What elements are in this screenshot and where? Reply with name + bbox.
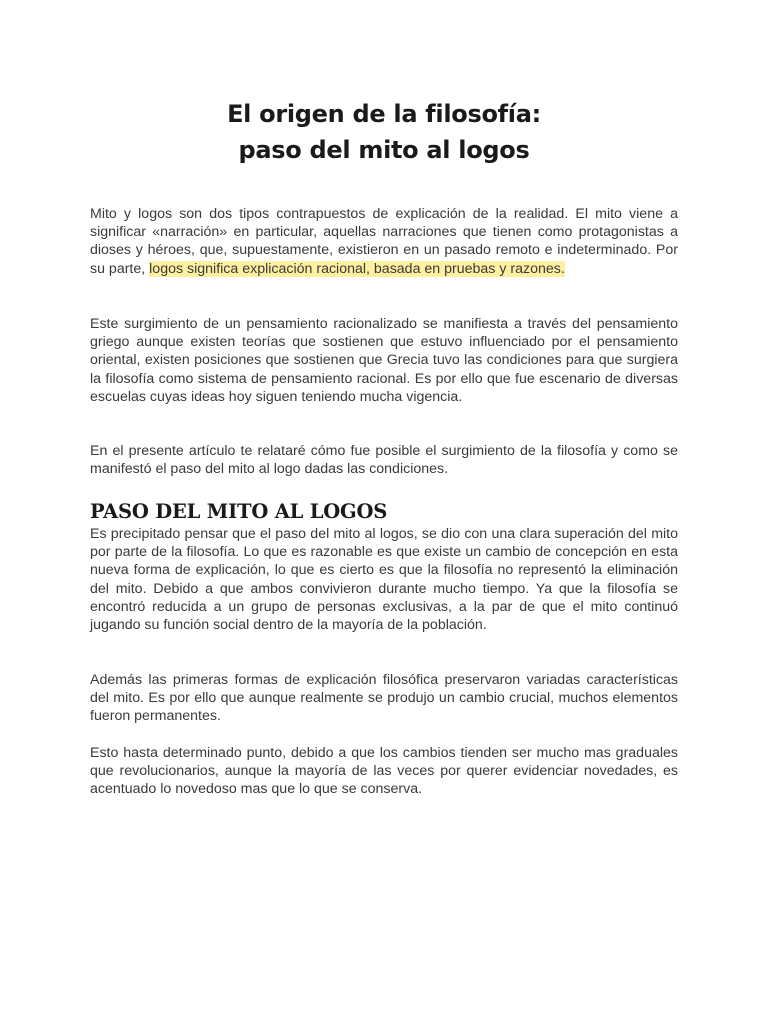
section-paragraph-1: Es precipitado pensar que el paso del mito al logos, se dio con una clara superación del mito por parte de la filosofía. Lo que es razonable es que existe un cambio de concepción en esta nueva forma de explicación, lo que es cierto es que la filosofía no representó la eliminación del mito. Debido a que ambos convivieron durante mucho tiempo. Ya que la filosofía se encontró reducida a un grupo de personas exclusivas, a la par de que el mito continuó jugando su función social dentro de la mayoría de la población.: [90, 526, 678, 634]
intro-paragraph-2: Este surgimiento de un pensamiento racionalizado se manifiesta a través del pensamiento griego aunque existen teorías que sostienen que estuvo influenciado por el pensamiento oriental, existen posiciones que sostienen que Grecia tuvo las condiciones para que surgiera la filosofía como sistema de pensamiento racional. Es por ello que fue escenario de diversas escuelas cuyas ideas hoy siguen teniendo mucha vigencia.: [90, 316, 678, 405]
intro-paragraph-1-text: Mito y logos son dos tipos contrapuestos de explicación de la realidad. El mito viene a significar «narración» en particular, aquellas narraciones que tienen como protagonistas a dioses y héroes, que, supuestamente, existieron en un pasado remoto e indeterminado. Por su parte,: [90, 206, 678, 277]
section-heading: PASO DEL MITO AL LOGOS: [90, 500, 388, 523]
section-paragraph-2: Además las primeras formas de explicación filosófica preservaron variadas características del mito. Es por ello que aunque realmente se produjo un cambio crucial, muchos elementos fueron permanentes.: [90, 672, 678, 725]
intro-paragraph-3: En el presente artículo te relataré cómo fue posible el surgimiento de la filosofía y como se manifestó el paso del mito al logo dadas las condiciones.: [90, 443, 678, 478]
page-title: [90, 96, 678, 168]
section-paragraph-3: Esto hasta determinado punto, debido a que los cambios tienden ser mucho mas graduales que revolucionarios, aunque la mayoría de las veces por querer evidenciar novedades, es acentuado lo novedoso mas que lo que se conserva.: [90, 745, 678, 798]
intro-paragraph-1: [90, 205, 678, 278]
highlighted-text: logos significa explicación racional, basada en pruebas y razones.: [149, 260, 565, 277]
title-line-1: El origen de la filosofía:: [227, 100, 541, 128]
title-line-2: paso del mito al logos: [238, 136, 530, 164]
